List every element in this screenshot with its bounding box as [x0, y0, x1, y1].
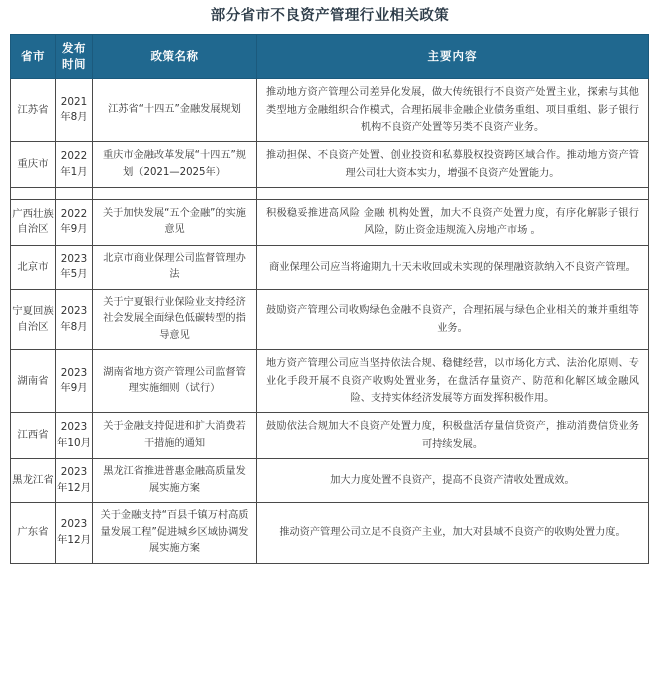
cell-date: 2022年1月 [56, 142, 93, 188]
column-header-date [56, 35, 93, 79]
table-row [11, 289, 649, 350]
spacer-cell [257, 188, 649, 200]
cell-province: 黑龙江省 [11, 459, 56, 503]
cell-policy-name: 关于加快发展“五个金融”的实施意见 [93, 200, 257, 246]
cell-content: 积极稳妥推进高风险 金融 机构处置，加大不良资产处置力度，有序化解影子银行风险，防止资金违规流入房地产市场 。 [257, 200, 649, 246]
cell-content: 推动资产管理公司立足不良资产主业，加大对县域不良资产的收购处置力度。 [257, 503, 649, 564]
cell-province: 北京市 [11, 245, 56, 289]
cell-policy-name: 重庆市金融改革发展“十四五”规划（2021—2025年） [93, 142, 257, 188]
cell-date: 2023年9月 [56, 350, 93, 413]
cell-policy-name: 关于金融支持促进和扩大消费若干措施的通知 [93, 413, 257, 459]
cell-province: 江西省 [11, 413, 56, 459]
cell-date: 2022年9月 [56, 200, 93, 246]
table-spacer-row [11, 188, 649, 200]
table-row [11, 350, 649, 413]
policy-table [10, 34, 649, 563]
cell-province: 重庆市 [11, 142, 56, 188]
cell-province: 广西壮族自治区 [11, 200, 56, 246]
cell-content: 商业保理公司应当将逾期九十天未收回或未实现的保理融资款纳入不良资产管理。 [257, 245, 649, 289]
table-row [11, 413, 649, 459]
cell-province: 宁夏回族自治区 [11, 289, 56, 350]
cell-content: 推动担保、不良资产处置、创业投资和私募股权投资跨区域合作。推动地方资产管理公司壮大资本实力，增强不良资产处置能力。 [257, 142, 649, 188]
cell-content: 地方资产管理公司应当坚持依法合规、稳健经营，以市场化方式、法治化原则、专业化手段开展不良资产收购处置业务，在盘活存量资产、防范和化解区域金融风险、支持实体经济发展等方面发挥积极作用。 [257, 350, 649, 413]
table-row [11, 245, 649, 289]
cell-date: 2021年8月 [56, 79, 93, 142]
column-header-content: 主要内容 [257, 35, 649, 79]
cell-province: 江苏省 [11, 79, 56, 142]
spacer-cell [11, 188, 56, 200]
table-row [11, 503, 649, 564]
table-container [10, 34, 648, 563]
column-header-policy-name: 政策名称 [93, 35, 257, 79]
cell-date: 2023年10月 [56, 413, 93, 459]
table-row [11, 142, 649, 188]
table-row [11, 459, 649, 503]
cell-policy-name: 湖南省地方资产管理公司监督管理实施细则（试行） [93, 350, 257, 413]
cell-content: 加大力度处置不良资产，提高不良资产清收处置成效。 [257, 459, 649, 503]
cell-province: 湖南省 [11, 350, 56, 413]
spacer-cell [93, 188, 257, 200]
header-row [11, 35, 649, 79]
column-header-province: 省市 [11, 35, 56, 79]
cell-province: 广东省 [11, 503, 56, 564]
column-header-date-line2: 时间 [62, 56, 86, 71]
cell-date: 2023年5月 [56, 245, 93, 289]
cell-date: 2023年12月 [56, 503, 93, 564]
page-title: 部分省市不良资产管理行业相关政策 [210, 8, 450, 24]
cell-policy-name: 黑龙江省推进普惠金融高质量发展实施方案 [93, 459, 257, 503]
cell-policy-name: 关于金融支持“百县千镇万村高质量发展工程”促进城乡区域协调发展实施方案 [93, 503, 257, 564]
cell-policy-name: 北京市商业保理公司监督管理办法 [93, 245, 257, 289]
table-body [11, 79, 649, 563]
table-header [11, 35, 649, 79]
column-header-date-line1: 发布 [62, 41, 86, 56]
cell-content: 鼓励资产管理公司收购绿色金融不良资产，合理拓展与绿色企业相关的兼并重组等业务。 [257, 289, 649, 350]
cell-content: 鼓励依法合规加大不良资产处置力度，积极盘活存量信贷资产，推动消费信贷业务可持续发展。 [257, 413, 649, 459]
cell-policy-name: 江苏省“十四五”金融发展规划 [93, 79, 257, 142]
cell-content: 推动地方资产管理公司差异化发展，做大传统银行不良资产处置主业，探索与其他类型地方金融组织合作模式，合理拓展非金融企业债务重组、项目重组、影子银行机构不良资产处置等另类不良资产业务。 [257, 79, 649, 142]
table-row [11, 200, 649, 246]
table-row [11, 79, 649, 142]
spacer-cell [56, 188, 93, 200]
cell-date: 2023年8月 [56, 289, 93, 350]
cell-policy-name: 关于宁夏银行业保险业支持经济社会发展全面绿色低碳转型的指导意见 [93, 289, 257, 350]
cell-date: 2023年12月 [56, 459, 93, 503]
